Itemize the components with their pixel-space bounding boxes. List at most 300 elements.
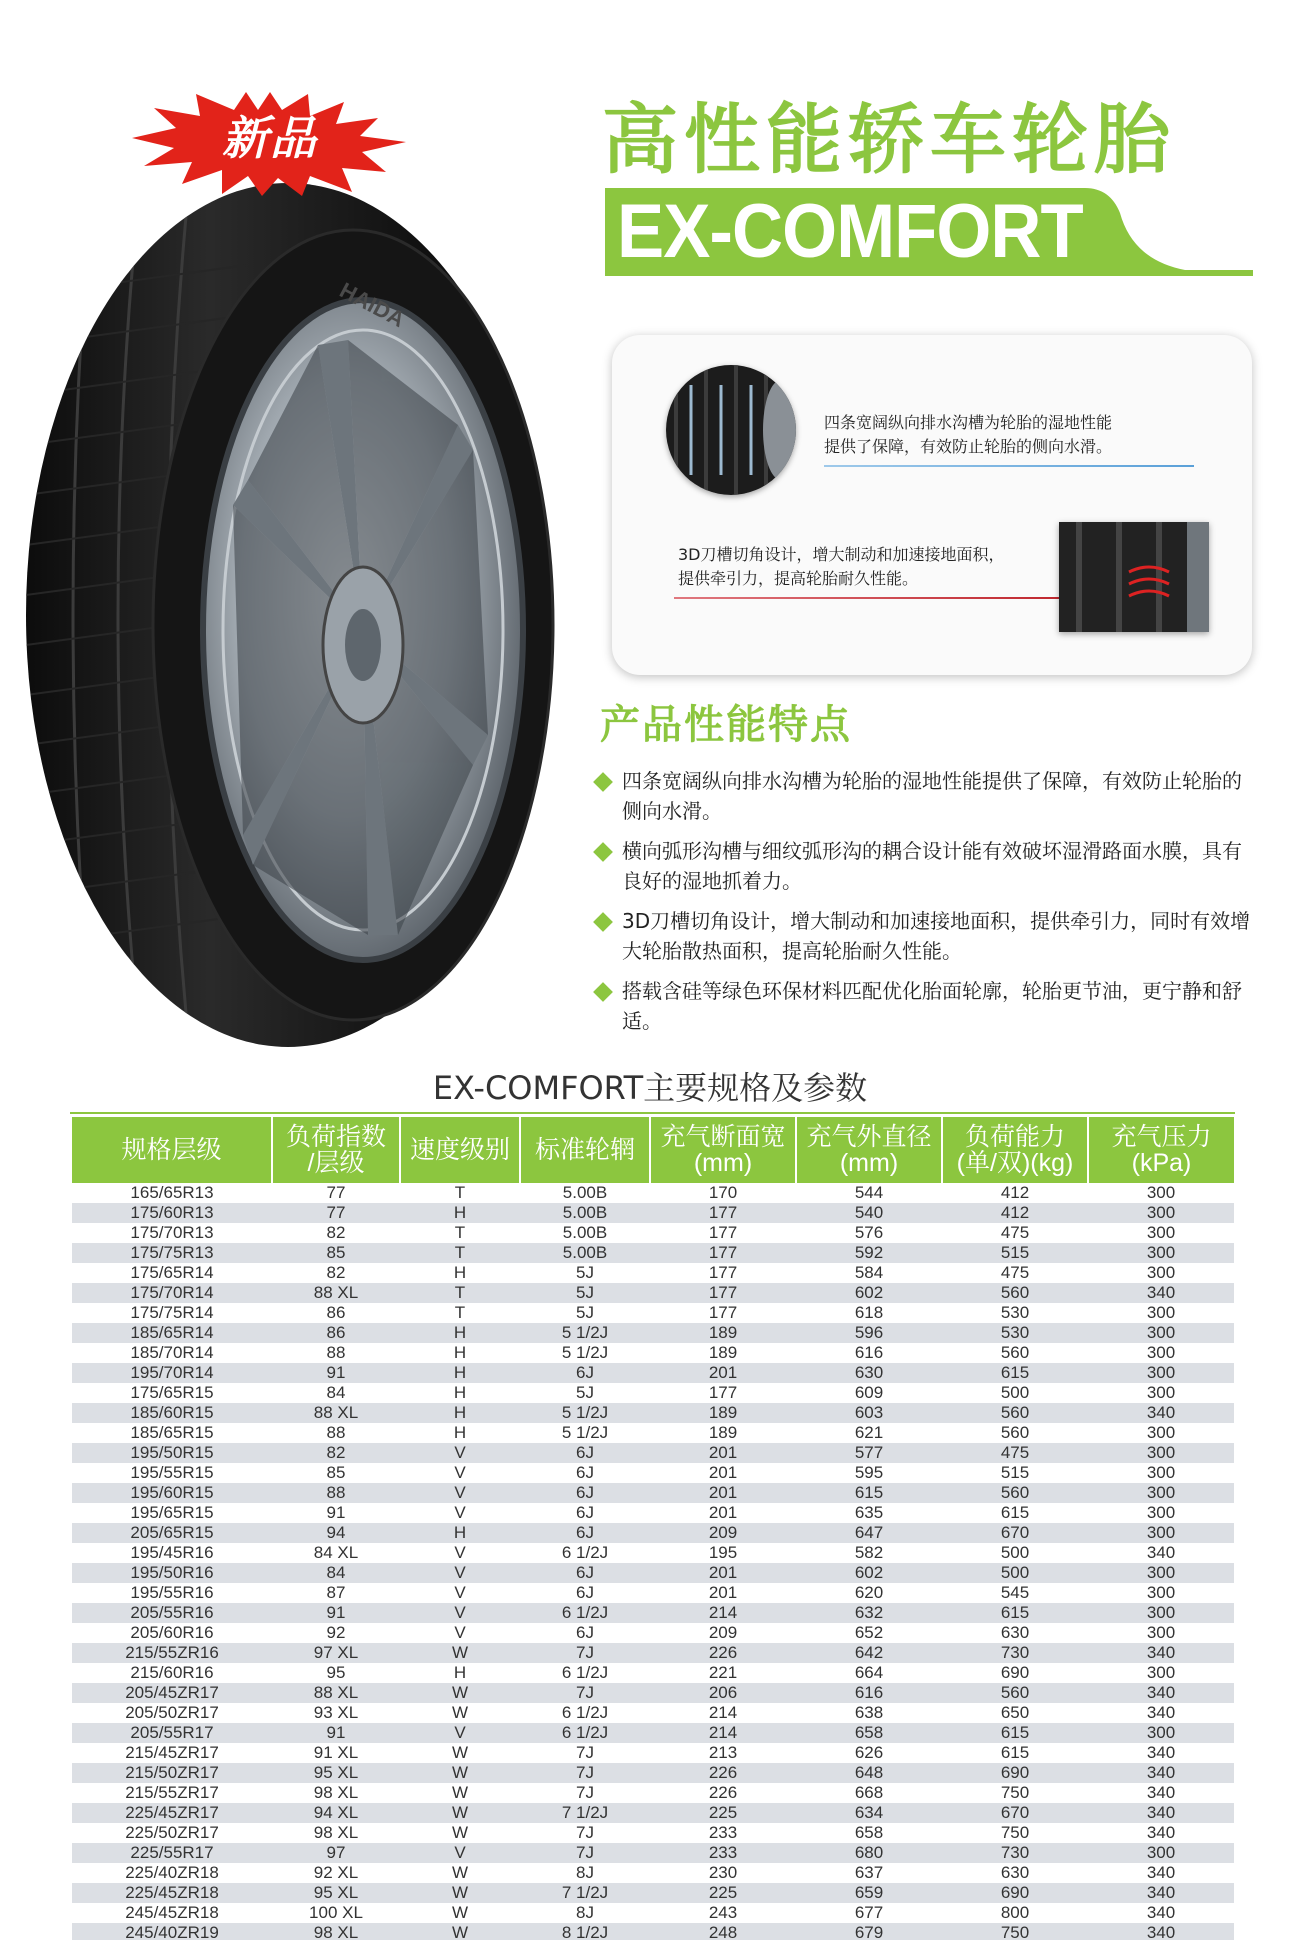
cell-speed-rating: V xyxy=(400,1603,520,1623)
cell-speed-rating: W xyxy=(400,1903,520,1923)
cell-inflation-pressure: 300 xyxy=(1088,1563,1234,1583)
cell-section-width: 195 xyxy=(650,1543,796,1563)
cell-section-width: 201 xyxy=(650,1363,796,1383)
cell-load-capacity: 515 xyxy=(942,1463,1088,1483)
cell-inflation-pressure: 300 xyxy=(1088,1503,1234,1523)
cell-inflation-pressure: 300 xyxy=(1088,1623,1234,1643)
cell-size: 195/55R15 xyxy=(72,1463,272,1483)
cell-section-width: 177 xyxy=(650,1243,796,1263)
diamond-bullet-icon xyxy=(593,912,613,932)
features-list xyxy=(592,766,1252,1046)
sipe-icon xyxy=(1059,522,1209,632)
cell-section-width: 209 xyxy=(650,1623,796,1643)
cell-speed-rating: T xyxy=(400,1243,520,1263)
badge-label: 新品 xyxy=(222,111,318,165)
cell-outer-diameter: 658 xyxy=(796,1723,942,1743)
cell-inflation-pressure: 300 xyxy=(1088,1463,1234,1483)
cell-outer-diameter: 668 xyxy=(796,1783,942,1803)
cell-size: 175/65R15 xyxy=(72,1383,272,1403)
cell-inflation-pressure: 300 xyxy=(1088,1323,1234,1343)
title-banner xyxy=(605,188,1253,280)
cell-section-width: 189 xyxy=(650,1343,796,1363)
cell-load-index: 98 XL xyxy=(272,1923,400,1940)
cell-outer-diameter: 540 xyxy=(796,1203,942,1223)
cell-speed-rating: V xyxy=(400,1503,520,1523)
spec-table xyxy=(72,1117,1234,1940)
cell-inflation-pressure: 300 xyxy=(1088,1843,1234,1863)
cell-outer-diameter: 630 xyxy=(796,1363,942,1383)
cell-outer-diameter: 679 xyxy=(796,1923,942,1940)
cell-section-width: 177 xyxy=(650,1263,796,1283)
cell-speed-rating: V xyxy=(400,1463,520,1483)
cell-load-index: 97 xyxy=(272,1843,400,1863)
cell-section-width: 226 xyxy=(650,1763,796,1783)
cell-inflation-pressure: 300 xyxy=(1088,1243,1234,1263)
cell-load-capacity: 630 xyxy=(942,1863,1088,1883)
cell-load-index: 88 XL xyxy=(272,1403,400,1423)
cell-size: 195/70R14 xyxy=(72,1363,272,1383)
cell-section-width: 213 xyxy=(650,1743,796,1763)
cell-inflation-pressure: 340 xyxy=(1088,1803,1234,1823)
cell-speed-rating: H xyxy=(400,1383,520,1403)
card-feature-2-line-2: 提供牵引力，提高轮胎耐久性能。 xyxy=(678,569,919,588)
cell-section-width: 214 xyxy=(650,1603,796,1623)
cell-load-capacity: 412 xyxy=(942,1203,1088,1223)
cell-load-capacity: 412 xyxy=(942,1183,1088,1203)
cell-outer-diameter: 620 xyxy=(796,1583,942,1603)
cell-size: 205/55R17 xyxy=(72,1723,272,1743)
cell-inflation-pressure: 340 xyxy=(1088,1283,1234,1303)
cell-outer-diameter: 637 xyxy=(796,1863,942,1883)
cell-load-capacity: 670 xyxy=(942,1803,1088,1823)
cell-inflation-pressure: 300 xyxy=(1088,1603,1234,1623)
cell-load-index: 97 XL xyxy=(272,1643,400,1663)
feature-text: 搭载含硅等绿色环保材料匹配优化胎面轮廓，轮胎更节油，更宁静和舒适。 xyxy=(622,979,1242,1033)
cell-speed-rating: H xyxy=(400,1323,520,1343)
cell-speed-rating: V xyxy=(400,1443,520,1463)
cell-load-capacity: 560 xyxy=(942,1343,1088,1363)
cell-inflation-pressure: 340 xyxy=(1088,1683,1234,1703)
tyre-brand-text: HAIDA xyxy=(335,277,409,333)
cell-load-capacity: 630 xyxy=(942,1623,1088,1643)
col-header-speed-rating: 速度级别 xyxy=(400,1117,520,1183)
page-title-en: EX-COMFORT xyxy=(617,189,1083,274)
table-row xyxy=(72,1683,1234,1703)
table-row xyxy=(72,1583,1234,1603)
cell-load-capacity: 560 xyxy=(942,1683,1088,1703)
cell-outer-diameter: 596 xyxy=(796,1323,942,1343)
cell-speed-rating: H xyxy=(400,1363,520,1383)
table-row xyxy=(72,1743,1234,1763)
cell-load-capacity: 615 xyxy=(942,1743,1088,1763)
cell-outer-diameter: 616 xyxy=(796,1683,942,1703)
cell-section-width: 201 xyxy=(650,1583,796,1603)
cell-speed-rating: H xyxy=(400,1263,520,1283)
cell-outer-diameter: 609 xyxy=(796,1383,942,1403)
cell-inflation-pressure: 300 xyxy=(1088,1203,1234,1223)
cell-rim: 5 1/2J xyxy=(520,1403,650,1423)
spec-table-title-underline xyxy=(70,1112,1235,1114)
table-row xyxy=(72,1343,1234,1363)
table-row xyxy=(72,1423,1234,1443)
feature-text: 四条宽阔纵向排水沟槽为轮胎的湿地性能提供了保障，有效防止轮胎的侧向水滑。 xyxy=(622,769,1242,823)
cell-inflation-pressure: 340 xyxy=(1088,1763,1234,1783)
col-header-load-index: 负荷指数 /层级 xyxy=(272,1117,400,1183)
cell-speed-rating: H xyxy=(400,1403,520,1423)
cell-section-width: 189 xyxy=(650,1403,796,1423)
cell-speed-rating: H xyxy=(400,1663,520,1683)
cell-size: 225/55R17 xyxy=(72,1843,272,1863)
cell-outer-diameter: 632 xyxy=(796,1603,942,1623)
cell-outer-diameter: 638 xyxy=(796,1703,942,1723)
cell-load-index: 86 xyxy=(272,1303,400,1323)
table-row xyxy=(72,1523,1234,1543)
cell-section-width: 177 xyxy=(650,1383,796,1403)
cell-outer-diameter: 602 xyxy=(796,1283,942,1303)
cell-outer-diameter: 664 xyxy=(796,1663,942,1683)
cell-speed-rating: V xyxy=(400,1843,520,1863)
cell-outer-diameter: 634 xyxy=(796,1803,942,1823)
cell-inflation-pressure: 340 xyxy=(1088,1903,1234,1923)
cell-rim: 6 1/2J xyxy=(520,1703,650,1723)
cell-rim: 5 1/2J xyxy=(520,1323,650,1343)
cell-load-capacity: 475 xyxy=(942,1223,1088,1243)
cell-speed-rating: W xyxy=(400,1803,520,1823)
table-row xyxy=(72,1223,1234,1243)
cell-outer-diameter: 659 xyxy=(796,1883,942,1903)
cell-outer-diameter: 603 xyxy=(796,1403,942,1423)
cell-load-index: 94 xyxy=(272,1523,400,1543)
cell-rim: 5 1/2J xyxy=(520,1343,650,1363)
cell-outer-diameter: 621 xyxy=(796,1423,942,1443)
feature-card xyxy=(612,335,1252,675)
cell-load-capacity: 615 xyxy=(942,1723,1088,1743)
card-feature-1-line-1: 四条宽阔纵向排水沟槽为轮胎的湿地性能 xyxy=(824,413,1113,432)
cell-section-width: 177 xyxy=(650,1283,796,1303)
cell-rim: 8 1/2J xyxy=(520,1923,650,1940)
cell-outer-diameter: 677 xyxy=(796,1903,942,1923)
cell-load-capacity: 475 xyxy=(942,1263,1088,1283)
cell-inflation-pressure: 300 xyxy=(1088,1663,1234,1683)
cell-size: 205/55R16 xyxy=(72,1603,272,1623)
cell-section-width: 243 xyxy=(650,1903,796,1923)
feature-text: 3D刀槽切角设计，增大制动和加速接地面积，提供牵引力，同时有效增大轮胎散热面积，提高轮胎耐久性能。 xyxy=(622,909,1251,963)
cell-speed-rating: T xyxy=(400,1223,520,1243)
table-row xyxy=(72,1603,1234,1623)
cell-speed-rating: H xyxy=(400,1523,520,1543)
cell-size: 215/50ZR17 xyxy=(72,1763,272,1783)
cell-load-index: 88 xyxy=(272,1483,400,1503)
cell-inflation-pressure: 340 xyxy=(1088,1923,1234,1940)
col-header-outer-diameter: 充气外直径 (mm) xyxy=(796,1117,942,1183)
table-row xyxy=(72,1463,1234,1483)
feature-item xyxy=(592,836,1252,896)
table-row xyxy=(72,1183,1234,1203)
cell-rim: 5.00B xyxy=(520,1243,650,1263)
cell-outer-diameter: 680 xyxy=(796,1843,942,1863)
cell-load-index: 84 xyxy=(272,1383,400,1403)
table-row xyxy=(72,1363,1234,1383)
cell-load-capacity: 475 xyxy=(942,1443,1088,1463)
cell-rim: 5J xyxy=(520,1283,650,1303)
table-row xyxy=(72,1383,1234,1403)
cell-load-index: 82 xyxy=(272,1263,400,1283)
cell-rim: 6J xyxy=(520,1523,650,1543)
cell-size: 205/60R16 xyxy=(72,1623,272,1643)
cell-outer-diameter: 618 xyxy=(796,1303,942,1323)
cell-speed-rating: W xyxy=(400,1683,520,1703)
table-row xyxy=(72,1483,1234,1503)
cell-speed-rating: T xyxy=(400,1303,520,1323)
table-row xyxy=(72,1783,1234,1803)
cell-inflation-pressure: 300 xyxy=(1088,1383,1234,1403)
cell-load-capacity: 800 xyxy=(942,1903,1088,1923)
cell-section-width: 226 xyxy=(650,1783,796,1803)
cell-rim: 7J xyxy=(520,1763,650,1783)
cell-rim: 6 1/2J xyxy=(520,1663,650,1683)
cell-load-index: 91 xyxy=(272,1363,400,1383)
cell-load-index: 84 XL xyxy=(272,1543,400,1563)
cell-size: 195/55R16 xyxy=(72,1583,272,1603)
cell-outer-diameter: 616 xyxy=(796,1343,942,1363)
table-row xyxy=(72,1563,1234,1583)
cell-inflation-pressure: 300 xyxy=(1088,1443,1234,1463)
tread-groove-thumbnail xyxy=(666,365,796,495)
cell-size: 215/55ZR16 xyxy=(72,1643,272,1663)
cell-load-index: 91 XL xyxy=(272,1743,400,1763)
table-row xyxy=(72,1623,1234,1643)
cell-rim: 6J xyxy=(520,1503,650,1523)
cell-load-index: 98 XL xyxy=(272,1823,400,1843)
cell-rim: 7J xyxy=(520,1743,650,1763)
col-header-section-width: 充气断面宽 (mm) xyxy=(650,1117,796,1183)
cell-rim: 6J xyxy=(520,1583,650,1603)
cell-section-width: 225 xyxy=(650,1883,796,1903)
cell-load-capacity: 560 xyxy=(942,1483,1088,1503)
cell-speed-rating: H xyxy=(400,1203,520,1223)
cell-load-index: 95 XL xyxy=(272,1763,400,1783)
cell-load-index: 95 XL xyxy=(272,1883,400,1903)
cell-load-capacity: 670 xyxy=(942,1523,1088,1543)
cell-size: 205/50ZR17 xyxy=(72,1703,272,1723)
cell-rim: 7 1/2J xyxy=(520,1803,650,1823)
cell-inflation-pressure: 340 xyxy=(1088,1823,1234,1843)
cell-section-width: 230 xyxy=(650,1863,796,1883)
cell-size: 175/65R14 xyxy=(72,1263,272,1283)
cell-section-width: 201 xyxy=(650,1503,796,1523)
cell-load-capacity: 750 xyxy=(942,1923,1088,1940)
cell-outer-diameter: 595 xyxy=(796,1463,942,1483)
cell-rim: 6J xyxy=(520,1483,650,1503)
cell-speed-rating: T xyxy=(400,1183,520,1203)
feature-item xyxy=(592,906,1252,966)
cell-inflation-pressure: 300 xyxy=(1088,1523,1234,1543)
table-row xyxy=(72,1283,1234,1303)
new-product-badge xyxy=(130,88,410,198)
cell-load-capacity: 690 xyxy=(942,1663,1088,1683)
table-row xyxy=(72,1883,1234,1903)
cell-load-capacity: 500 xyxy=(942,1543,1088,1563)
cell-speed-rating: W xyxy=(400,1823,520,1843)
cell-load-index: 82 xyxy=(272,1443,400,1463)
cell-rim: 6J xyxy=(520,1623,650,1643)
cell-load-capacity: 750 xyxy=(942,1823,1088,1843)
cell-rim: 5J xyxy=(520,1383,650,1403)
feature-item xyxy=(592,766,1252,826)
cell-outer-diameter: 582 xyxy=(796,1543,942,1563)
diamond-bullet-icon xyxy=(593,842,613,862)
cell-rim: 5.00B xyxy=(520,1223,650,1243)
cell-size: 205/65R15 xyxy=(72,1523,272,1543)
col-header-inflation-pressure: 充气压力 (kPa) xyxy=(1088,1117,1234,1183)
table-row xyxy=(72,1903,1234,1923)
feature-text: 横向弧形沟槽与细纹弧形沟的耦合设计能有效破坏湿滑路面水膜，具有良好的湿地抓着力。 xyxy=(622,839,1242,893)
cell-size: 185/60R15 xyxy=(72,1403,272,1423)
tyre-graphic xyxy=(18,175,558,1055)
cell-load-capacity: 750 xyxy=(942,1783,1088,1803)
table-row xyxy=(72,1503,1234,1523)
cell-outer-diameter: 626 xyxy=(796,1743,942,1763)
cell-speed-rating: W xyxy=(400,1883,520,1903)
cell-outer-diameter: 544 xyxy=(796,1183,942,1203)
table-row xyxy=(72,1243,1234,1263)
cell-rim: 7J xyxy=(520,1683,650,1703)
cell-rim: 6J xyxy=(520,1563,650,1583)
cell-size: 195/65R15 xyxy=(72,1503,272,1523)
cell-size: 195/50R15 xyxy=(72,1443,272,1463)
cell-inflation-pressure: 300 xyxy=(1088,1363,1234,1383)
cell-speed-rating: W xyxy=(400,1923,520,1940)
spec-table-header-row xyxy=(72,1117,1234,1183)
table-row xyxy=(72,1443,1234,1463)
col-header-load-capacity: 负荷能力 (单/双)(kg) xyxy=(942,1117,1088,1183)
cell-load-index: 82 xyxy=(272,1223,400,1243)
cell-load-index: 91 xyxy=(272,1503,400,1523)
features-heading: 产品性能特点 xyxy=(600,702,852,748)
cell-section-width: 177 xyxy=(650,1203,796,1223)
cell-section-width: 248 xyxy=(650,1923,796,1940)
cell-size: 175/60R13 xyxy=(72,1203,272,1223)
cell-outer-diameter: 648 xyxy=(796,1763,942,1783)
cell-speed-rating: V xyxy=(400,1623,520,1643)
cell-rim: 7J xyxy=(520,1843,650,1863)
table-row xyxy=(72,1763,1234,1783)
cell-inflation-pressure: 340 xyxy=(1088,1743,1234,1763)
col-header-size: 规格层级 xyxy=(72,1117,272,1183)
cell-section-width: 209 xyxy=(650,1523,796,1543)
cell-section-width: 177 xyxy=(650,1223,796,1243)
cell-section-width: 189 xyxy=(650,1423,796,1443)
cell-outer-diameter: 602 xyxy=(796,1563,942,1583)
cell-size: 245/40ZR19 xyxy=(72,1923,272,1940)
cell-size: 215/45ZR17 xyxy=(72,1743,272,1763)
cell-size: 195/45R16 xyxy=(72,1543,272,1563)
table-row xyxy=(72,1703,1234,1723)
card-feature-2 xyxy=(678,543,1005,591)
page-title-cn: 高性能轿车轮胎 xyxy=(602,95,1176,184)
cell-load-index: 92 xyxy=(272,1623,400,1643)
cell-load-index: 88 xyxy=(272,1423,400,1443)
cell-size: 185/65R15 xyxy=(72,1423,272,1443)
cell-load-capacity: 690 xyxy=(942,1883,1088,1903)
diamond-bullet-icon xyxy=(593,772,613,792)
cell-outer-diameter: 635 xyxy=(796,1503,942,1523)
tread-groove-icon xyxy=(666,365,796,495)
cell-speed-rating: W xyxy=(400,1863,520,1883)
cell-section-width: 177 xyxy=(650,1303,796,1323)
cell-speed-rating: V xyxy=(400,1583,520,1603)
cell-load-index: 77 xyxy=(272,1183,400,1203)
sipe-thumbnail xyxy=(1059,522,1209,632)
cell-load-capacity: 560 xyxy=(942,1423,1088,1443)
cell-speed-rating: V xyxy=(400,1483,520,1503)
cell-speed-rating: W xyxy=(400,1643,520,1663)
cell-size: 175/70R14 xyxy=(72,1283,272,1303)
cell-size: 175/75R14 xyxy=(72,1303,272,1323)
cell-section-width: 221 xyxy=(650,1663,796,1683)
cell-load-capacity: 730 xyxy=(942,1843,1088,1863)
cell-speed-rating: V xyxy=(400,1723,520,1743)
cell-size: 185/65R14 xyxy=(72,1323,272,1343)
cell-load-index: 88 XL xyxy=(272,1683,400,1703)
cell-rim: 6 1/2J xyxy=(520,1543,650,1563)
cell-size: 245/45ZR18 xyxy=(72,1903,272,1923)
cell-section-width: 214 xyxy=(650,1723,796,1743)
cell-outer-diameter: 592 xyxy=(796,1243,942,1263)
cell-rim: 8J xyxy=(520,1903,650,1923)
cell-size: 195/60R15 xyxy=(72,1483,272,1503)
cell-inflation-pressure: 340 xyxy=(1088,1643,1234,1663)
cell-inflation-pressure: 340 xyxy=(1088,1883,1234,1903)
cell-outer-diameter: 615 xyxy=(796,1483,942,1503)
cell-inflation-pressure: 300 xyxy=(1088,1343,1234,1363)
cell-section-width: 225 xyxy=(650,1803,796,1823)
table-row xyxy=(72,1923,1234,1940)
cell-rim: 5J xyxy=(520,1303,650,1323)
cell-rim: 6J xyxy=(520,1363,650,1383)
card-divider-blue xyxy=(824,465,1194,467)
cell-speed-rating: H xyxy=(400,1423,520,1443)
table-row xyxy=(72,1803,1234,1823)
cell-load-capacity: 530 xyxy=(942,1323,1088,1343)
cell-load-index: 85 xyxy=(272,1463,400,1483)
table-row xyxy=(72,1403,1234,1423)
cell-speed-rating: T xyxy=(400,1283,520,1303)
table-row xyxy=(72,1303,1234,1323)
cell-section-width: 233 xyxy=(650,1823,796,1843)
cell-section-width: 201 xyxy=(650,1463,796,1483)
cell-speed-rating: H xyxy=(400,1343,520,1363)
cell-speed-rating: V xyxy=(400,1543,520,1563)
cell-outer-diameter: 652 xyxy=(796,1623,942,1643)
cell-load-capacity: 545 xyxy=(942,1583,1088,1603)
cell-load-capacity: 500 xyxy=(942,1563,1088,1583)
cell-rim: 5.00B xyxy=(520,1183,650,1203)
card-divider-red xyxy=(674,597,1059,599)
cell-load-index: 92 XL xyxy=(272,1863,400,1883)
cell-size: 175/75R13 xyxy=(72,1243,272,1263)
cell-size: 205/45ZR17 xyxy=(72,1683,272,1703)
cell-section-width: 201 xyxy=(650,1563,796,1583)
cell-load-index: 100 XL xyxy=(272,1903,400,1923)
table-row xyxy=(72,1823,1234,1843)
table-row xyxy=(72,1263,1234,1283)
cell-load-capacity: 615 xyxy=(942,1503,1088,1523)
cell-rim: 7J xyxy=(520,1643,650,1663)
cell-rim: 7 1/2J xyxy=(520,1883,650,1903)
cell-size: 185/70R14 xyxy=(72,1343,272,1363)
cell-rim: 5.00B xyxy=(520,1203,650,1223)
